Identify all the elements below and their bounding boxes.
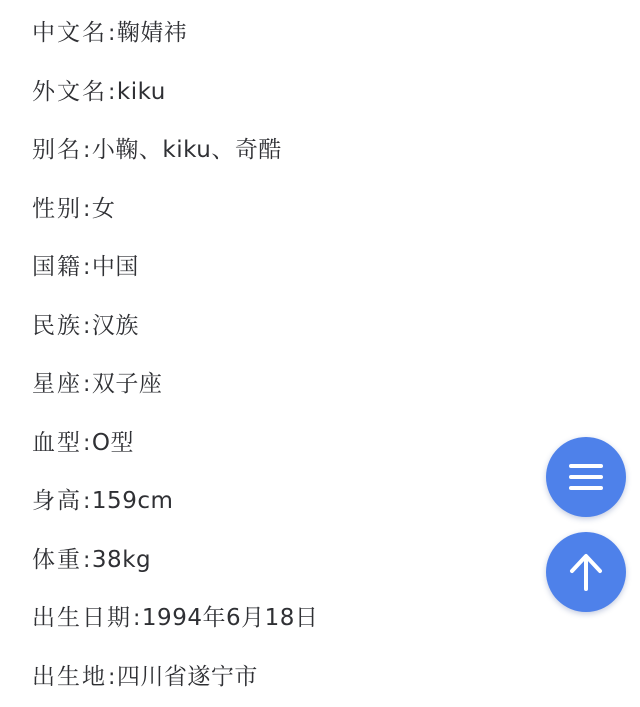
info-row [0,121,640,180]
info-separator: : [108,664,116,690]
info-separator: : [108,21,116,46]
info-separator: : [108,79,116,105]
info-row [0,414,640,473]
info-row [0,297,640,356]
info-value: 女 [91,195,116,222]
info-separator: : [133,606,141,631]
info-separator: : [83,255,91,280]
info-label: 血型 [32,429,82,456]
info-row [0,180,640,239]
info-separator: : [83,313,91,339]
info-value: 四川省遂宁市 [116,663,258,690]
info-label: 别名 [32,137,82,163]
info-value: 1994年6月18日 [141,605,319,631]
info-row [0,648,640,707]
back-to-top-button[interactable] [546,532,626,612]
info-value: 双子座 [91,371,163,397]
info-row [0,4,640,63]
info-separator: : [83,138,91,163]
floating-menu-button[interactable] [546,437,626,517]
info-label: 民族 [32,312,82,339]
info-row [0,472,640,531]
info-label: 出生日期 [32,605,132,631]
info-value: 小鞠、kiku、奇酷 [91,137,282,163]
info-label: 外文名 [32,78,107,105]
info-value: 汉族 [91,312,139,339]
info-separator: : [83,196,91,222]
info-row [0,238,640,297]
info-label: 星座 [32,371,82,397]
info-separator: : [83,547,91,573]
info-value: O型 [91,429,135,456]
info-value: 38kg [91,546,152,573]
info-row [0,531,640,590]
hamburger-menu-icon [569,464,603,490]
info-separator: : [83,430,91,456]
info-label: 体重 [32,546,82,573]
arrow-up-icon [566,551,606,593]
info-value: kiku [116,78,166,105]
info-value: 鞠婧祎 [116,20,188,46]
info-label: 身高 [32,488,82,514]
info-value: 中国 [91,254,139,280]
info-separator: : [83,372,91,397]
info-label: 中文名 [32,20,107,46]
info-value: 159cm [91,488,174,514]
info-separator: : [83,489,91,514]
info-label: 性别 [32,195,82,222]
info-row [0,63,640,122]
info-label: 出生地 [32,663,107,690]
info-row [0,355,640,414]
info-label: 国籍 [32,254,82,280]
info-row [0,589,640,648]
